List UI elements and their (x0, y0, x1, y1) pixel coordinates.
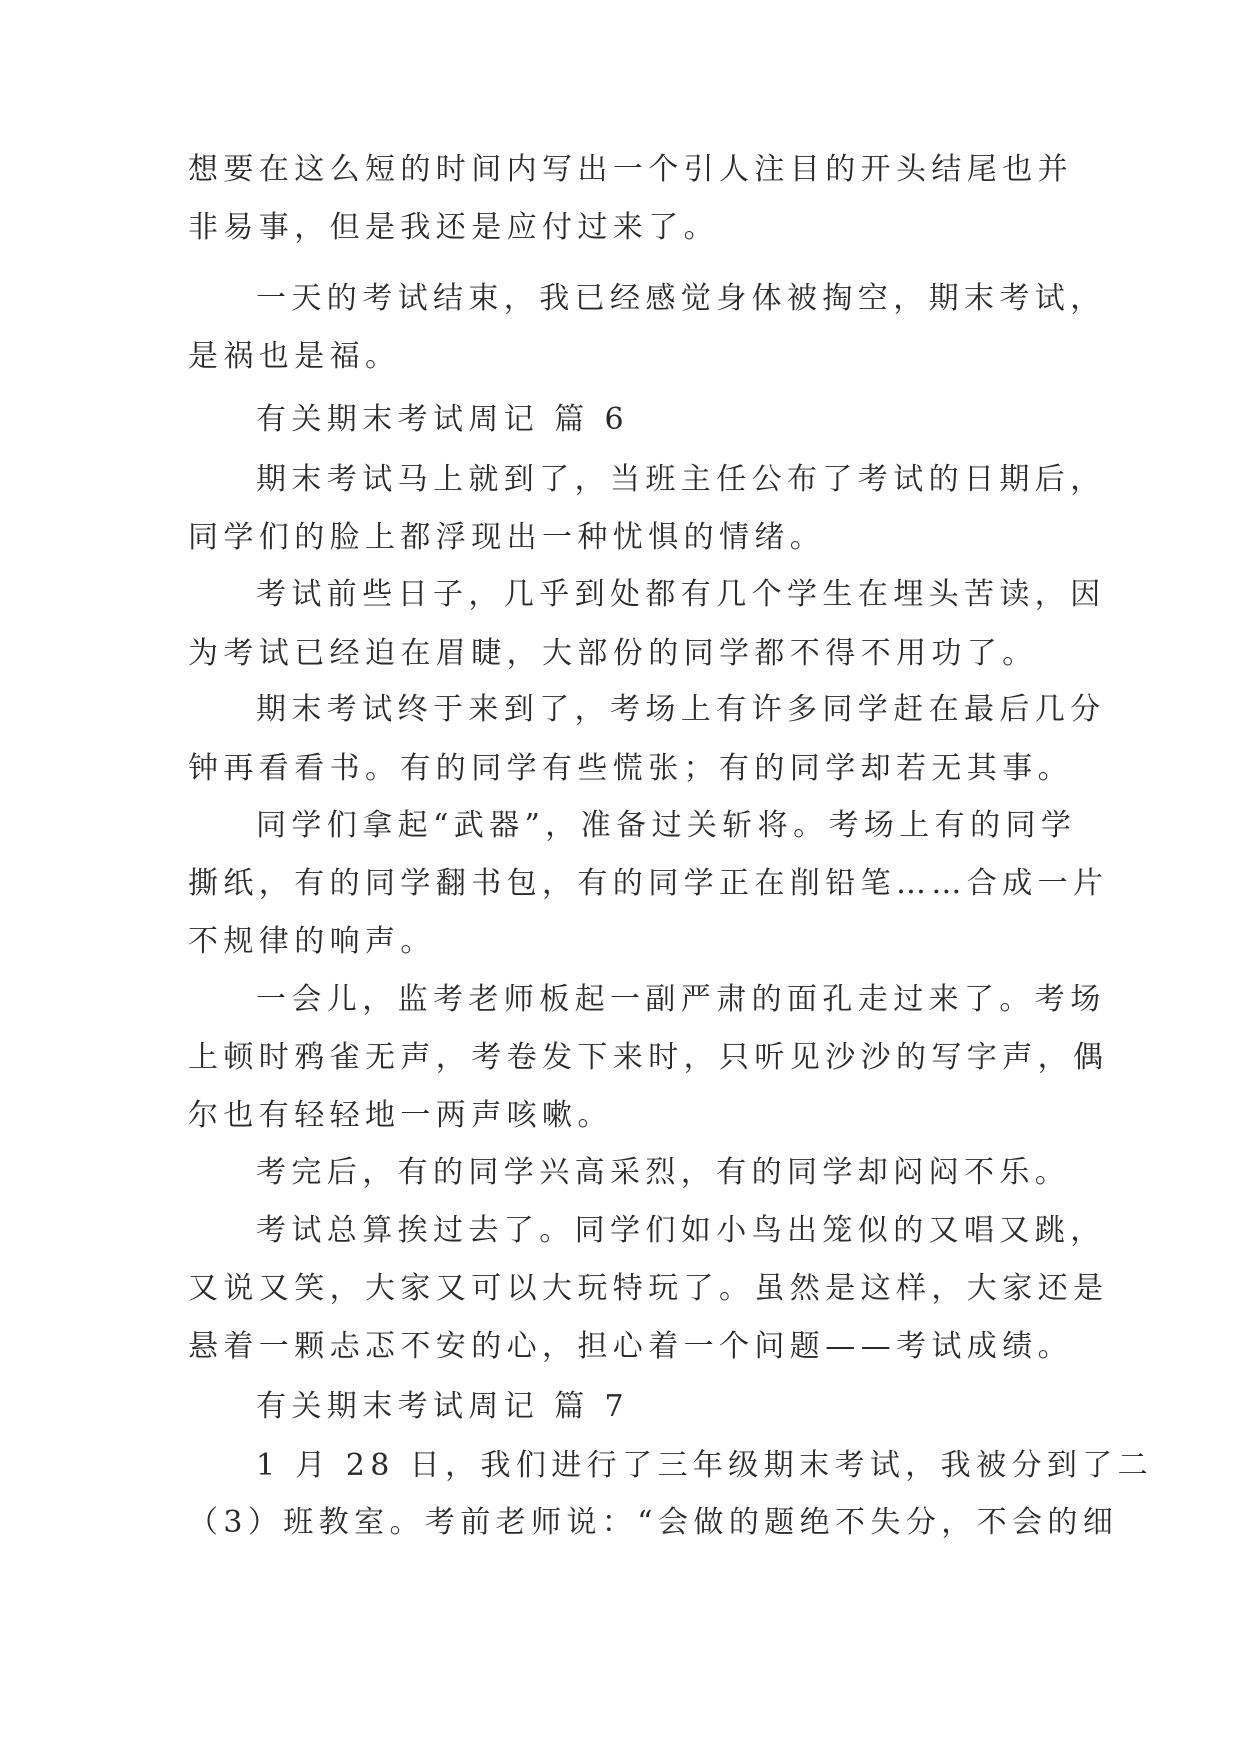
section-heading: 有关期末考试周记 篇 6 (256, 402, 629, 437)
paragraph-line: 钟再看看书。有的同学有些慌张；有的同学却若无其事。 (188, 751, 1073, 786)
paragraph-line: （3）班教室。考前老师说：“会做的题绝不失分，不会的细 (188, 1505, 1119, 1540)
paragraph-line: 是祸也是福。 (188, 339, 401, 374)
paragraph-line: 撕纸，有的同学翻书包，有的同学正在削铅笔……合成一片 (188, 866, 1109, 901)
paragraph-line: 一会儿，监考老师板起一副严肃的面孔走过来了。考场 (256, 982, 1106, 1017)
paragraph-line: 考试前些日子，几乎到处都有几个学生在埋头苦读，因 (256, 577, 1106, 612)
paragraph-line: 上顿时鸦雀无声，考卷发下来时，只听见沙沙的写字声，偶 (188, 1040, 1109, 1075)
paragraph-line: 1 月 28 日，我们进行了三年级期末考试，我被分到了二 (256, 1448, 1154, 1483)
paragraph-line: 期末考试马上就到了，当班主任公布了考试的日期后， (256, 462, 1106, 497)
paragraph-line: 非易事，但是我还是应付过来了。 (188, 210, 719, 245)
paragraph-line: 想要在这么短的时间内写出一个引人注目的开头结尾也并 (188, 152, 1073, 187)
paragraph-line: 不规律的响声。 (188, 924, 436, 959)
paragraph-line: 一天的考试结束，我已经感觉身体被掏空，期末考试， (256, 281, 1106, 316)
section-heading: 有关期末考试周记 篇 7 (256, 1389, 629, 1424)
paragraph-line: 同学们拿起“武器”，准备过关斩将。考场上有的同学 (256, 808, 1077, 843)
paragraph-line: 尔也有轻轻地一两声咳嗽。 (188, 1098, 613, 1133)
paragraph-line: 为考试已经迫在眉睫，大部份的同学都不得不用功了。 (188, 636, 1038, 671)
paragraph-line: 期末考试终于来到了，考场上有许多同学赶在最后几分 (256, 692, 1106, 727)
paragraph-line: 同学们的脸上都浮现出一种忧惧的情绪。 (188, 520, 826, 555)
paragraph-line: 又说又笑，大家又可以大玩特玩了。虽然是这样，大家还是 (188, 1271, 1109, 1306)
paragraph-line: 考试总算挨过去了。同学们如小鸟出笼似的又唱又跳， (256, 1213, 1106, 1248)
paragraph-line: 考完后，有的同学兴高采烈，有的同学却闷闷不乐。 (256, 1155, 1071, 1190)
paragraph-line: 悬着一颗忐忑不安的心，担心着一个问题——考试成绩。 (188, 1329, 1073, 1364)
